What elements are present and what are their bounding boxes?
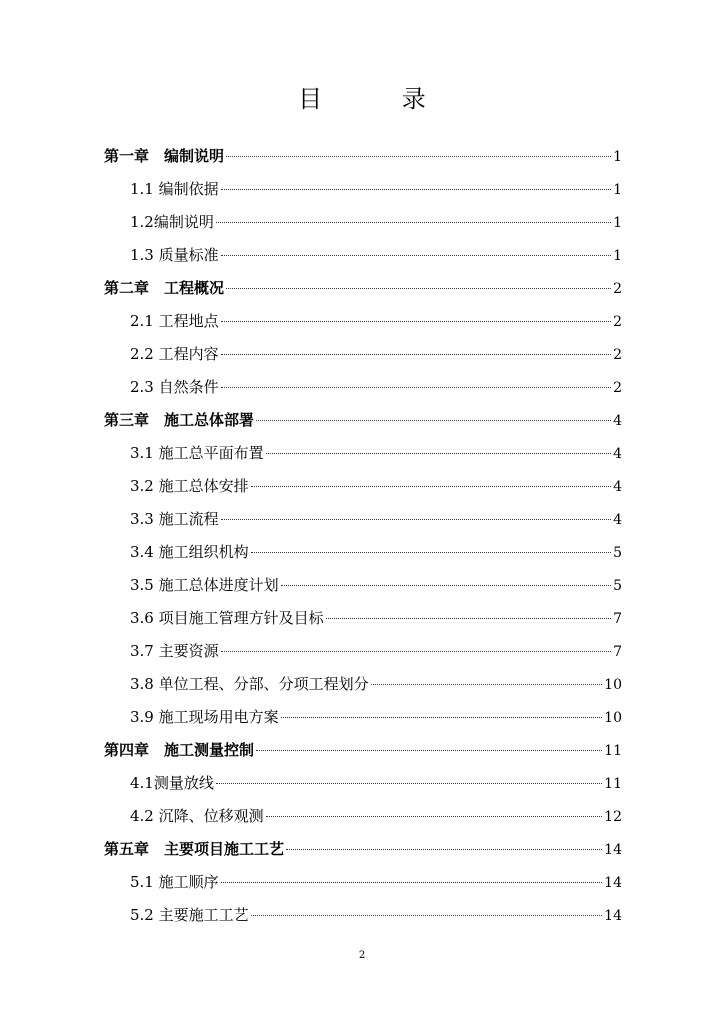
dot-leader [266, 453, 611, 454]
dot-leader [251, 552, 611, 553]
toc-entry-label: 第五章 主要项目施工工艺 [104, 840, 285, 858]
toc-entry-page: 7 [613, 644, 622, 660]
dot-leader [256, 750, 602, 751]
toc-entry-label: 3.4 施工组织机构 [130, 543, 249, 561]
toc-chapter-entry[interactable] [104, 272, 622, 305]
page-number: 2 [358, 950, 366, 961]
toc-section-entry[interactable] [104, 503, 622, 536]
toc-title: 目 录 [298, 85, 462, 113]
toc-entry-page: 4 [613, 446, 622, 462]
toc-entry-page: 4 [613, 413, 622, 429]
toc-entry-label: 第三章 施工总体部署 [104, 411, 255, 429]
toc-entry-page: 1 [613, 215, 622, 231]
toc-section-entry[interactable] [104, 239, 622, 272]
dot-leader [226, 156, 611, 157]
dot-leader [286, 849, 602, 850]
toc-entry-page: 2 [613, 347, 622, 363]
toc-entry-label: 3.9 施工现场用电方案 [130, 708, 279, 726]
toc-entry-label: 5.1 施工顺序 [130, 873, 219, 891]
dot-leader [281, 717, 603, 718]
toc-chapter-entry[interactable] [104, 140, 622, 173]
dot-leader [221, 651, 611, 652]
toc-entry-label: 2.1 工程地点 [130, 312, 219, 330]
toc-chapter-entry[interactable] [104, 404, 622, 437]
dot-leader [221, 519, 611, 520]
toc-entry-label: 3.3 施工流程 [130, 510, 219, 528]
toc-section-entry[interactable] [104, 668, 622, 701]
toc-section-entry[interactable] [104, 635, 622, 668]
toc-entry-label: 3.7 主要资源 [130, 642, 219, 660]
toc-entry-page: 11 [604, 743, 622, 759]
toc-entry-page: 10 [604, 677, 622, 693]
toc-entry-page: 7 [613, 611, 622, 627]
toc-entry-label: 2.3 自然条件 [130, 378, 219, 396]
toc-section-entry[interactable] [104, 602, 622, 635]
toc-entry-label: 第二章 工程概况 [104, 279, 225, 297]
dot-leader [371, 684, 603, 685]
toc-section-entry[interactable] [104, 371, 622, 404]
toc-entry-label: 3.8 单位工程、分部、分项工程划分 [130, 675, 369, 693]
toc-section-entry[interactable] [104, 206, 622, 239]
toc-entry-page: 1 [613, 149, 622, 165]
toc-entry-page: 4 [613, 512, 622, 528]
toc-section-entry[interactable] [104, 305, 622, 338]
toc-entry-page: 4 [613, 479, 622, 495]
toc-entry-page: 2 [613, 281, 622, 297]
toc-entry-label: 第一章 编制说明 [104, 147, 225, 165]
toc-entry-page: 11 [604, 776, 622, 792]
toc-entry-label: 第四章 施工测量控制 [104, 741, 255, 759]
dot-leader [221, 354, 611, 355]
toc-section-entry[interactable] [104, 800, 622, 833]
toc-section-entry[interactable] [104, 866, 622, 899]
toc-chapter-entry[interactable] [104, 734, 622, 767]
dot-leader [266, 816, 603, 817]
toc-entry-page: 1 [613, 182, 622, 198]
toc-entry-page: 2 [613, 314, 622, 330]
dot-leader [226, 288, 611, 289]
table-of-contents [104, 140, 622, 932]
dot-leader [221, 189, 611, 190]
toc-entry-page: 14 [604, 842, 622, 858]
dot-leader [221, 882, 603, 883]
toc-section-entry[interactable] [104, 338, 622, 371]
toc-entry-page: 1 [613, 248, 622, 264]
toc-section-entry[interactable] [104, 173, 622, 206]
toc-section-entry[interactable] [104, 470, 622, 503]
dot-leader [216, 222, 611, 223]
toc-entry-page: 14 [604, 908, 622, 924]
toc-section-entry[interactable] [104, 701, 622, 734]
toc-entry-page: 5 [613, 545, 622, 561]
toc-entry-label: 3.2 施工总体安排 [130, 477, 249, 495]
dot-leader [216, 783, 602, 784]
toc-entry-page: 12 [604, 809, 622, 825]
dot-leader [281, 585, 611, 586]
toc-entry-label: 2.2 工程内容 [130, 345, 219, 363]
dot-leader [251, 915, 603, 916]
dot-leader [251, 486, 611, 487]
toc-section-entry[interactable] [104, 437, 622, 470]
toc-entry-label: 3.6 项目施工管理方针及目标 [130, 609, 324, 627]
toc-section-entry[interactable] [104, 536, 622, 569]
toc-entry-label: 1.2编制说明 [130, 213, 214, 231]
toc-entry-label: 3.5 施工总体进度计划 [130, 576, 279, 594]
toc-entry-label: 4.1测量放线 [130, 774, 214, 792]
dot-leader [221, 321, 611, 322]
toc-entry-page: 2 [613, 380, 622, 396]
dot-leader [221, 255, 611, 256]
toc-entry-label: 3.1 施工总平面布置 [130, 444, 264, 462]
toc-entry-label: 1.3 质量标准 [130, 246, 219, 264]
toc-chapter-entry[interactable] [104, 833, 622, 866]
toc-section-entry[interactable] [104, 569, 622, 602]
toc-section-entry[interactable] [104, 767, 622, 800]
toc-entry-label: 5.2 主要施工工艺 [130, 906, 249, 924]
dot-leader [256, 420, 611, 421]
toc-entry-page: 5 [613, 578, 622, 594]
dot-leader [326, 618, 611, 619]
toc-entry-label: 1.1 编制依据 [130, 180, 219, 198]
toc-entry-page: 14 [604, 875, 622, 891]
dot-leader [221, 387, 611, 388]
toc-entry-label: 4.2 沉降、位移观测 [130, 807, 264, 825]
toc-entry-page: 10 [604, 710, 622, 726]
toc-section-entry[interactable] [104, 899, 622, 932]
